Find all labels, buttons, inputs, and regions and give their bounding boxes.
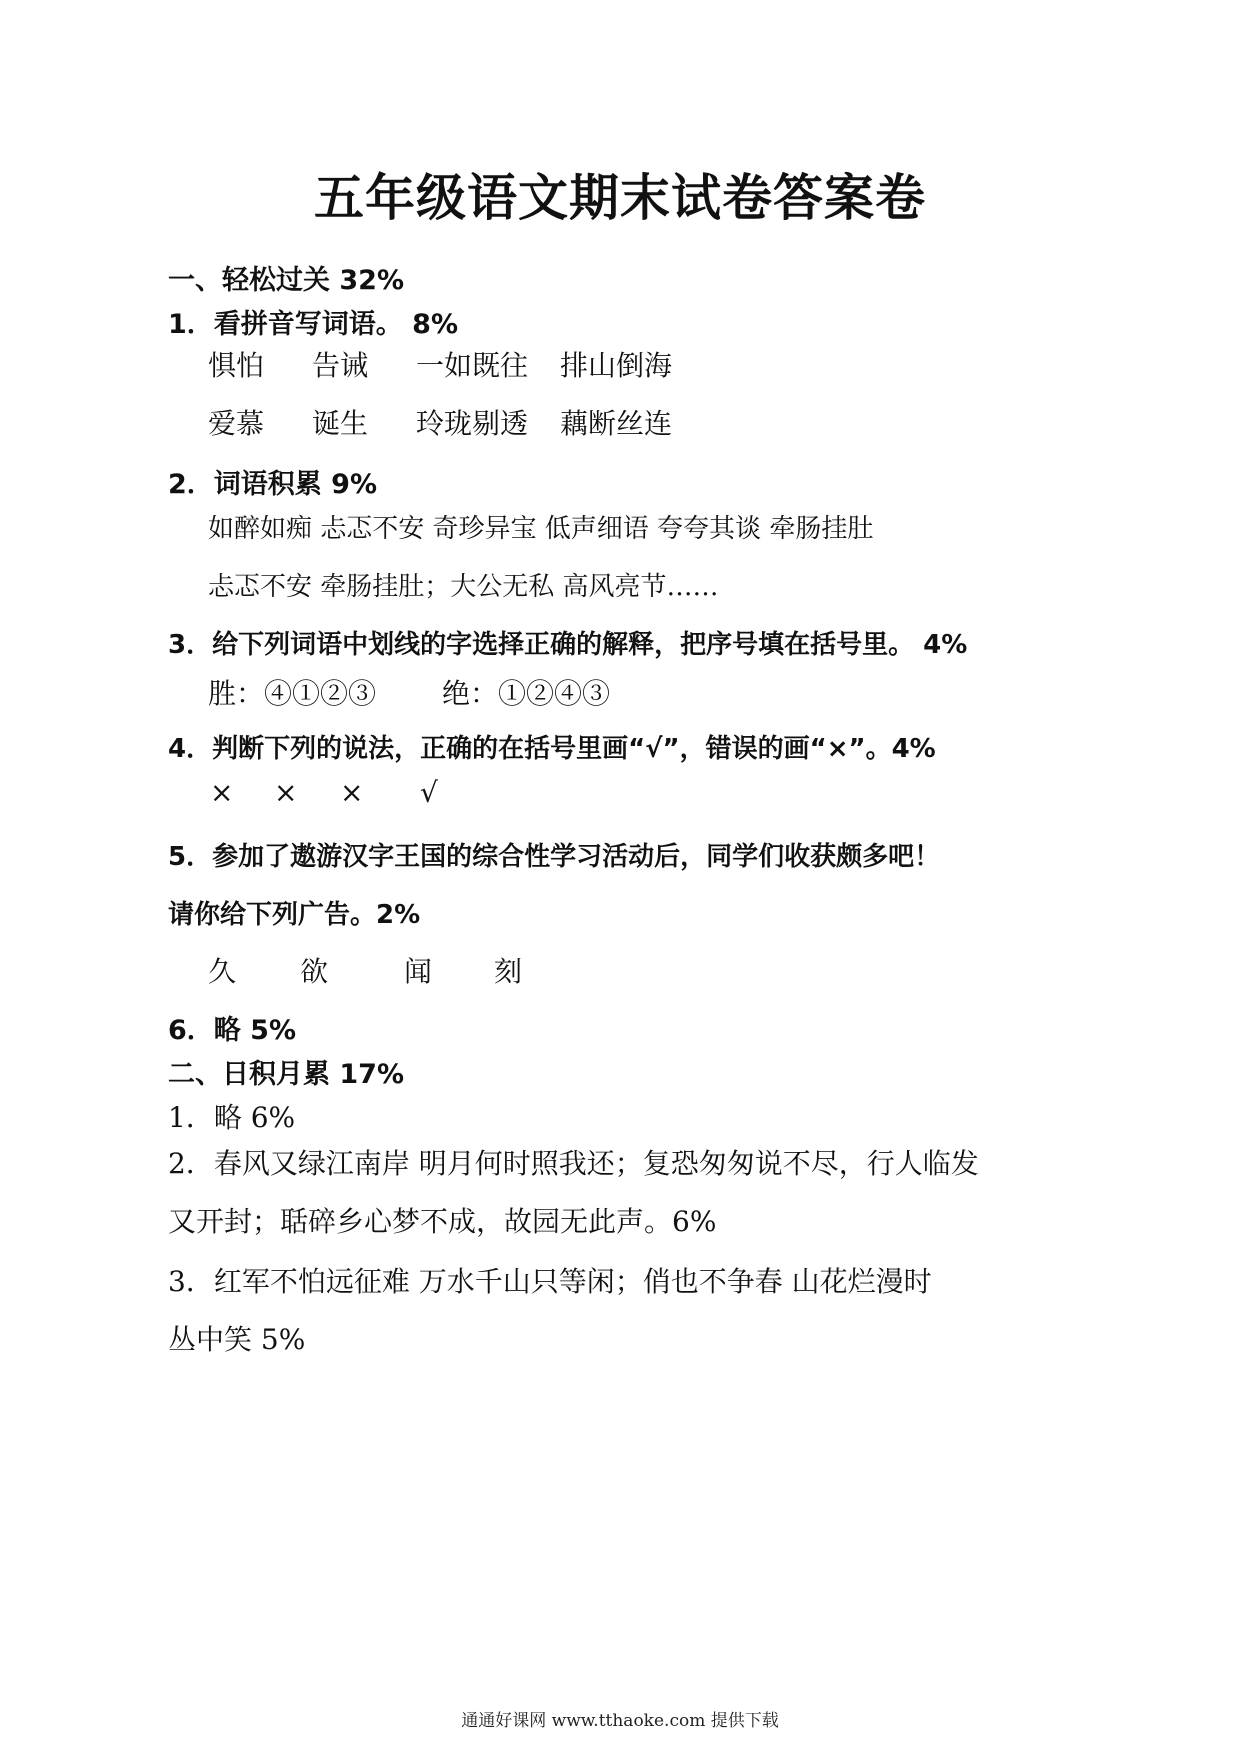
q4-mark: √	[420, 776, 438, 809]
q1-answer: 藕断丝连	[560, 407, 673, 440]
q1-answer-row-2	[0, 402, 1240, 442]
q5-answer: 欲	[300, 955, 329, 988]
q2-answer-line-2: 忐忑不安 牵肠挂肚；大公无私 高风亮节……	[208, 572, 719, 602]
s2-q2-line-1: 2．春风又绿江南岸 明月何时照我还；复恐匆匆说不尽，行人临发	[168, 1147, 979, 1180]
s2-q3-line-2: 丛中笑 5%	[168, 1323, 306, 1356]
q1-answer: 惧怕	[208, 349, 265, 382]
q1-answer: 玲珑剔透	[416, 407, 529, 440]
s2-q3-line-1: 3．红军不怕远征难 万水千山只等闲；俏也不争春 山花烂漫时	[168, 1265, 932, 1298]
q5-answer-row	[0, 950, 1240, 990]
s2-q1: 1．略 6%	[168, 1101, 296, 1134]
q4-prompt: 4．判断下列的说法，正确的在括号里画“√”，错误的画“×”。4%	[168, 734, 936, 764]
q3-answer-a: 胜：④①②③	[208, 677, 377, 710]
q4-mark: ×	[340, 776, 364, 809]
q1-answer: 排山倒海	[560, 349, 673, 382]
q3-answer-b: 绝：①②④③	[442, 677, 611, 710]
q5-prompt-line-2: 请你给下列广告。2%	[168, 900, 421, 930]
q1-answer: 爱慕	[208, 407, 265, 440]
q4-answer-row	[0, 776, 1240, 816]
q5-answer: 闻	[404, 955, 433, 988]
q5-answer: 久	[208, 955, 237, 988]
page-title: 五年级语文期末试卷答案卷	[314, 169, 926, 227]
q1-answer-row-1	[0, 344, 1240, 384]
q5-answer: 刻	[494, 955, 523, 988]
q1-answer: 一如既往	[416, 349, 529, 382]
q4-mark: ×	[274, 776, 298, 809]
q6-prompt: 6．略 5%	[168, 1015, 297, 1046]
q1-prompt: 1．看拼音写词语。 8%	[168, 309, 459, 340]
q2-answer-line-1: 如醉如痴 忐忑不安 奇珍异宝 低声细语 夸夸其谈 牵肠挂肚	[208, 514, 874, 544]
q1-answer: 诞生	[312, 407, 369, 440]
s2-q2-line-2: 又开封；聒碎乡心梦不成，故园无此声。6%	[168, 1205, 717, 1238]
q1-answer: 告诫	[312, 349, 369, 382]
section1-heading: 一、轻松过关 32%	[168, 265, 405, 296]
q4-mark: ×	[210, 776, 234, 809]
footer-credit: 通通好课网 www.tthaoke.com 提供下载	[461, 1711, 779, 1731]
q2-prompt: 2．词语积累 9%	[168, 469, 378, 500]
q5-prompt-line-1: 5．参加了遨游汉字王国的综合性学习活动后，同学们收获颇多吧！	[168, 842, 941, 872]
q3-prompt: 3．给下列词语中划线的字选择正确的解释，把序号填在括号里。 4%	[168, 630, 968, 660]
section2-heading: 二、日积月累 17%	[168, 1059, 405, 1090]
